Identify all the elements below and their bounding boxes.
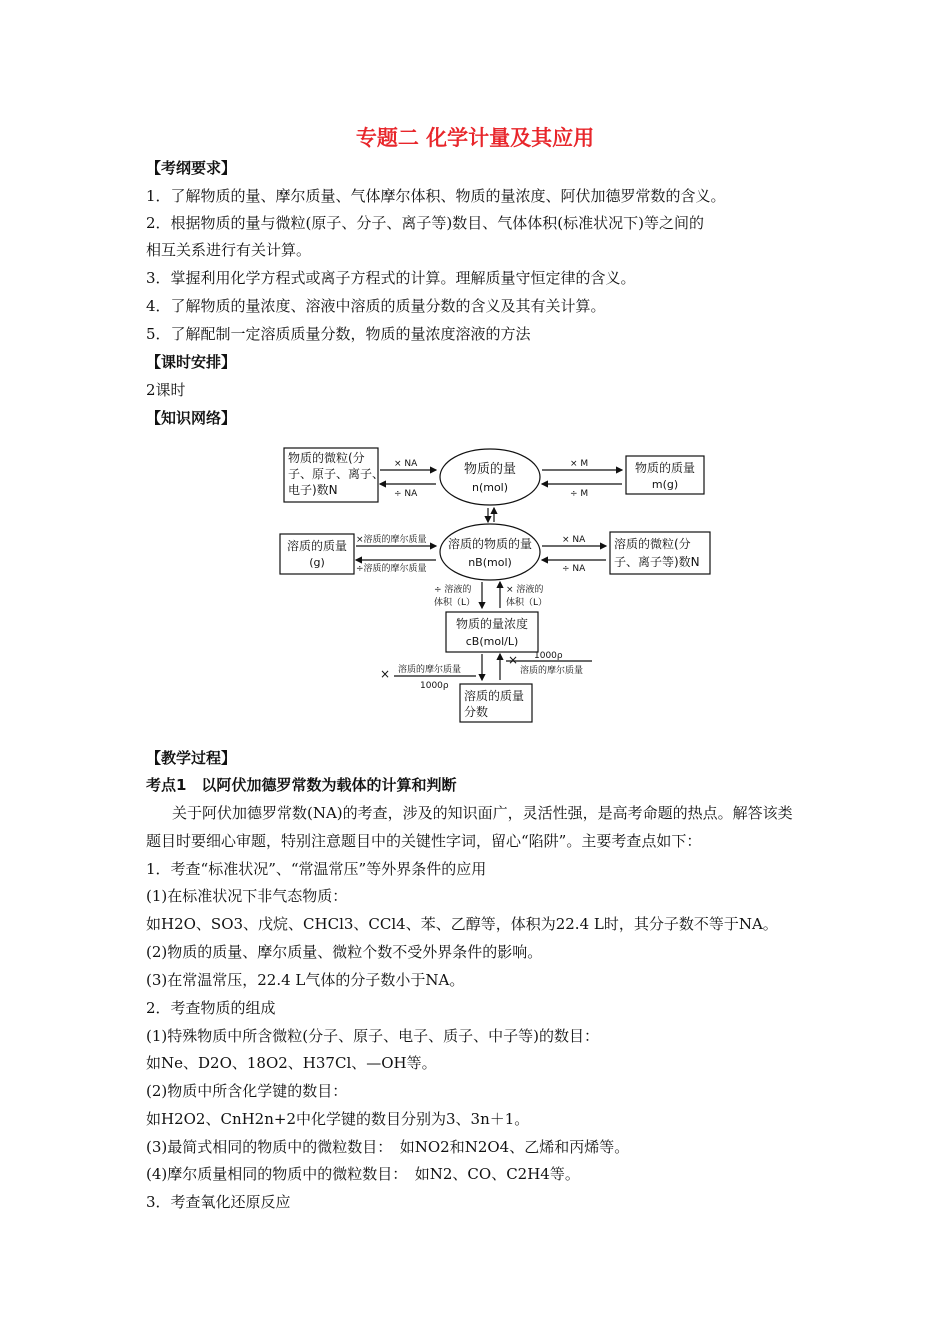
requirement-4: 4．了解物质的量浓度、溶液中溶质的质量分数的含义及其有关计算。 bbox=[146, 297, 606, 315]
requirement-2-cont: 相互关系进行有关计算。 bbox=[146, 241, 312, 259]
div-M: ÷ M bbox=[570, 489, 589, 499]
div-volume-line2: 体积（L） bbox=[434, 598, 476, 608]
kaodian1-p3: 如H2O、SO3、戊烷、CHCl3、CCl4、苯、乙醇等，体积为22.4 L时，其分子数不等于NA。 bbox=[146, 915, 778, 933]
kaodian1-p8: 如Ne、D2O、18O2、H37Cl、—OH等。 bbox=[146, 1054, 437, 1072]
mass-unit: m(g) bbox=[651, 478, 679, 491]
ellipse-amount bbox=[440, 449, 540, 505]
frac-right-num: 1000ρ bbox=[534, 651, 563, 661]
kaodian1-p2: (1)在标准状况下非气态物质： bbox=[146, 887, 348, 905]
solute-amount-label: 溶质的物质的量 bbox=[447, 537, 533, 551]
concentration-unit: cB(mol/L) bbox=[465, 635, 519, 648]
requirement-3: 3．掌握利用化学方程式或离子方程式的计算。理解质量守恒定律的含义。 bbox=[146, 269, 636, 287]
solute-particles-line2: 子、离子等)数N bbox=[614, 555, 700, 569]
kaodian1-p11: (3)最简式相同的物质中的微粒数目： 如NO2和N2O4、乙烯和丙烯等。 bbox=[146, 1138, 630, 1156]
times-right: × bbox=[508, 653, 519, 667]
kaodian1-p13: 3．考查氧化还原反应 bbox=[146, 1193, 291, 1211]
solute-mass-label: 溶质的质量 bbox=[286, 539, 348, 553]
mass-label: 物质的质量 bbox=[634, 461, 696, 475]
div-NA-mid: ÷ NA bbox=[562, 564, 586, 574]
particles-N-line2: 子、原子、离子、 bbox=[288, 467, 385, 481]
times-left: × bbox=[380, 667, 391, 681]
mass-fraction-line2: 分数 bbox=[464, 705, 489, 719]
frac-right-den: 溶质的摩尔质量 bbox=[520, 666, 584, 676]
page-title: 专题二 化学计量及其应用 bbox=[355, 126, 595, 150]
kaodian1-p10: 如H2O2、CnH2n+2中化学键的数目分别为3、3n＋1。 bbox=[146, 1110, 530, 1128]
frac-left-num: 溶质的摩尔质量 bbox=[398, 665, 462, 675]
times-molar-mass: ×溶质的摩尔质量 bbox=[356, 535, 427, 545]
requirement-2: 2．根据物质的量与微粒(原子、分子、离子等)数目、气体体积(标准状况下)等之间的 bbox=[146, 214, 704, 232]
mass-fraction-line1: 溶质的质量 bbox=[464, 689, 525, 703]
particles-N-line1: 物质的微粒(分 bbox=[288, 451, 365, 465]
knowledge-network-diagram bbox=[276, 440, 716, 725]
solute-mass-unit: (g) bbox=[309, 556, 325, 569]
section-kaogang: 【考纲要求】 bbox=[146, 159, 237, 177]
div-NA-top: ÷ NA bbox=[394, 489, 418, 499]
kaodian1-p6: 2．考查物质的组成 bbox=[146, 999, 276, 1017]
solute-amount-unit: nB(mol) bbox=[468, 556, 512, 569]
requirement-5: 5．了解配制一定溶质质量分数，物质的量浓度溶液的方法 bbox=[146, 325, 531, 343]
times-NA-mid: × NA bbox=[562, 535, 586, 545]
keshi-value: 2课时 bbox=[146, 381, 186, 399]
particles-N-line3: 电子)数N bbox=[288, 483, 338, 497]
kaodian1-heading: 考点1 以阿伏加德罗常数为载体的计算和判断 bbox=[146, 776, 457, 794]
section-zhishi: 【知识网络】 bbox=[146, 409, 237, 427]
kaodian1-intro-1: 关于阿伏加德罗常数(NA)的考查，涉及的知识面广，灵活性强，是高考命题的热点。解答该类 bbox=[172, 804, 793, 822]
kaodian1-p5: (3)在常温常压，22.4 L气体的分子数小于NA。 bbox=[146, 971, 465, 989]
times-NA-top: × NA bbox=[394, 459, 418, 469]
amount-unit: n(mol) bbox=[471, 481, 509, 494]
div-volume-line1: ÷ 溶液的 bbox=[434, 585, 472, 595]
times-M: × M bbox=[570, 459, 589, 469]
frac-left-den: 1000ρ bbox=[420, 681, 449, 691]
kaodian1-intro-2: 题目时要细心审题，特别注意题目中的关键性字词，留心“陷阱”。主要考查点如下： bbox=[146, 832, 702, 850]
div-molar-mass: ÷溶质的摩尔质量 bbox=[356, 564, 427, 574]
kaodian1-p7: (1)特殊物质中所含微粒(分子、原子、电子、质子、中子等)的数目： bbox=[146, 1027, 599, 1045]
section-jiaoxue: 【教学过程】 bbox=[146, 749, 237, 767]
times-volume-line2: 体积（L） bbox=[506, 598, 548, 608]
times-volume-line1: × 溶液的 bbox=[506, 585, 544, 595]
ellipse-solute-amount bbox=[440, 524, 540, 580]
kaodian1-p9: (2)物质中所含化学键的数目： bbox=[146, 1082, 348, 1100]
kaodian1-p4: (2)物质的质量、摩尔质量、微粒个数不受外界条件的影响。 bbox=[146, 943, 543, 961]
solute-particles-line1: 溶质的微粒(分 bbox=[614, 537, 691, 551]
amount-label: 物质的量 bbox=[463, 462, 517, 477]
concentration-label: 物质的量浓度 bbox=[455, 617, 529, 631]
section-keshi: 【课时安排】 bbox=[146, 353, 237, 371]
kaodian1-p12: (4)摩尔质量相同的物质中的微粒数目： 如N2、CO、C2H4等。 bbox=[146, 1165, 580, 1183]
kaodian1-p1: 1．考查“标准状况”、“常温常压”等外界条件的应用 bbox=[146, 860, 487, 878]
requirement-1: 1．了解物质的量、摩尔质量、气体摩尔体积、物质的量浓度、阿伏加德罗常数的含义。 bbox=[146, 187, 726, 205]
